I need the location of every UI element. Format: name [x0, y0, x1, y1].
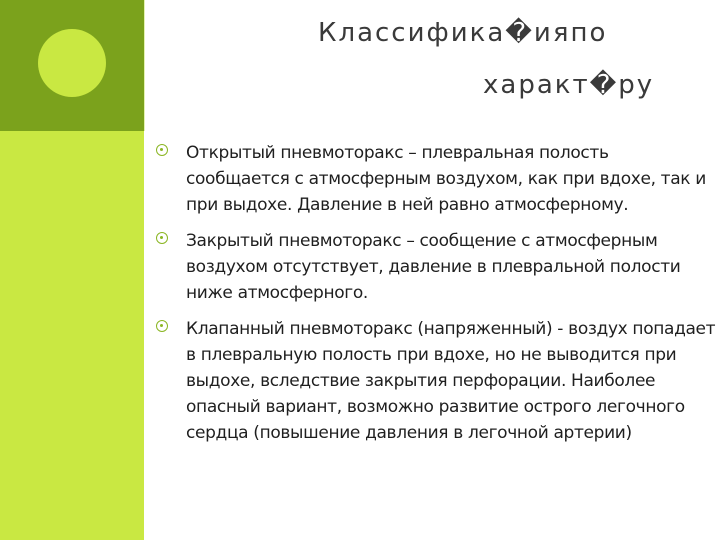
decorative-circle-icon: [38, 29, 106, 97]
list-item-text: Закрытый пневмоторакс – сообщение с атмосферным воздухом отсутствует, давление в плевральной полости ниже атмосферного.: [186, 231, 681, 303]
list-item-text: Открытый пневмоторакс – плевральная полость сообщается с атмосферным воздухом, как при вдохе, так и при выдохе. Давление в ней равно атмосферному.: [186, 143, 706, 215]
bullet-list: [156, 140, 716, 446]
bullet-icon: [156, 232, 168, 244]
header-divider: [144, 0, 145, 131]
list-item: [156, 140, 716, 218]
slide-title-line-2: характ�ру: [483, 70, 655, 100]
list-item-text: Клапанный пневмоторакс (напряженный) - воздух попадает в плевральную полость при вдохе, но не выводится при выдохе, вследствие закрытия перфорации. Наиболее опасный вариант, возможно развитие острого легочного сердца (повышение давления в легочной артерии): [186, 319, 716, 443]
slide-title-line-1: Классифика�ияпо: [318, 18, 608, 48]
list-item: [156, 316, 716, 446]
bullet-icon: [156, 320, 168, 332]
list-item: [156, 228, 716, 306]
header-accent-block: [0, 0, 144, 131]
bullet-icon: [156, 144, 168, 156]
